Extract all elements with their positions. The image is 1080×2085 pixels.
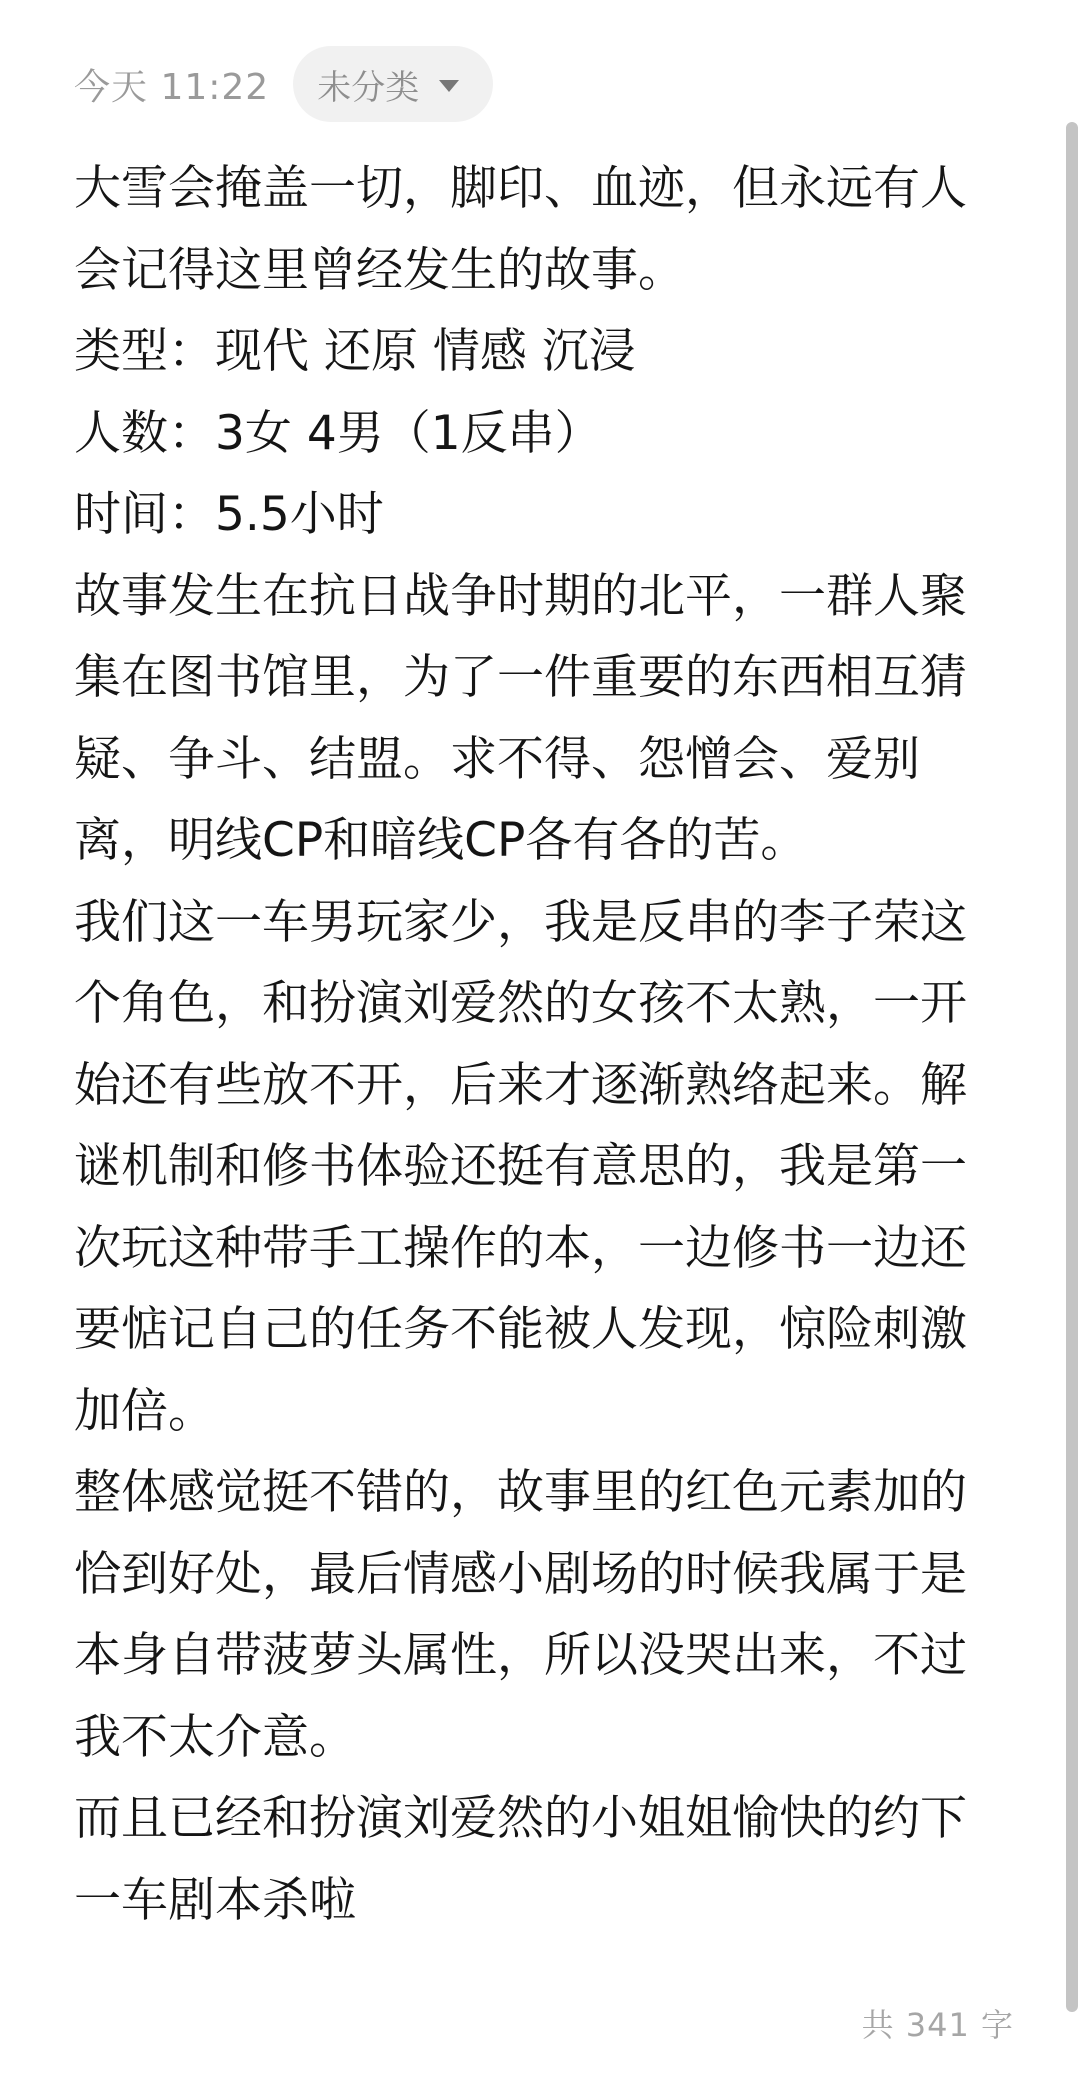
note-paragraph: 故事发生在抗日战争时期的北平，一群人聚集在图书馆里，为了一件重要的东西相互猜疑、争斗、结盟。求不得、怨憎会、爱别离，明线CP和暗线CP各有各的苦。: [74, 568, 967, 868]
scrollbar[interactable]: [1064, 0, 1078, 2085]
note-meta-bar: [74, 46, 493, 122]
note-paragraph: 类型：现代 还原 情感 沉浸: [74, 324, 636, 379]
note-body[interactable]: [74, 148, 1004, 1941]
note-timestamp: 今天 11:22: [74, 66, 270, 108]
chevron-down-icon: [439, 80, 459, 92]
note-paragraph: 大雪会掩盖一切，脚印、血迹，但永远有人会记得这里曾经发生的故事。: [74, 161, 967, 298]
scrollbar-thumb[interactable]: [1066, 122, 1078, 2012]
category-selector[interactable]: [293, 46, 493, 122]
category-label: 未分类: [317, 67, 420, 108]
note-paragraph: 我们这一车男玩家少，我是反串的李子荣这个角色，和扮演刘爱然的女孩不太熟，一开始还有些放不开，后来才逐渐熟络起来。解谜机制和修书体验还挺有意思的，我是第一次玩这种带手工操作的本，一边修书一边还要惦记自己的任务不能被人发现，惊险刺激加倍。: [74, 894, 967, 1439]
note-paragraph: 人数：3女 4男（1反串）: [74, 405, 602, 461]
note-paragraph: 时间：5.5小时: [74, 487, 384, 542]
note-paragraph: 而且已经和扮演刘爱然的小姐姐愉快的约下一车剧本杀啦: [74, 1791, 967, 1928]
note-paragraph: 整体感觉挺不错的，故事里的红色元素加的恰到好处，最后情感小剧场的时候我属于是本身自带菠萝头属性，所以没哭出来，不过我不太介意。: [74, 1465, 967, 1765]
word-count: 共 341 字: [861, 2006, 1014, 2044]
